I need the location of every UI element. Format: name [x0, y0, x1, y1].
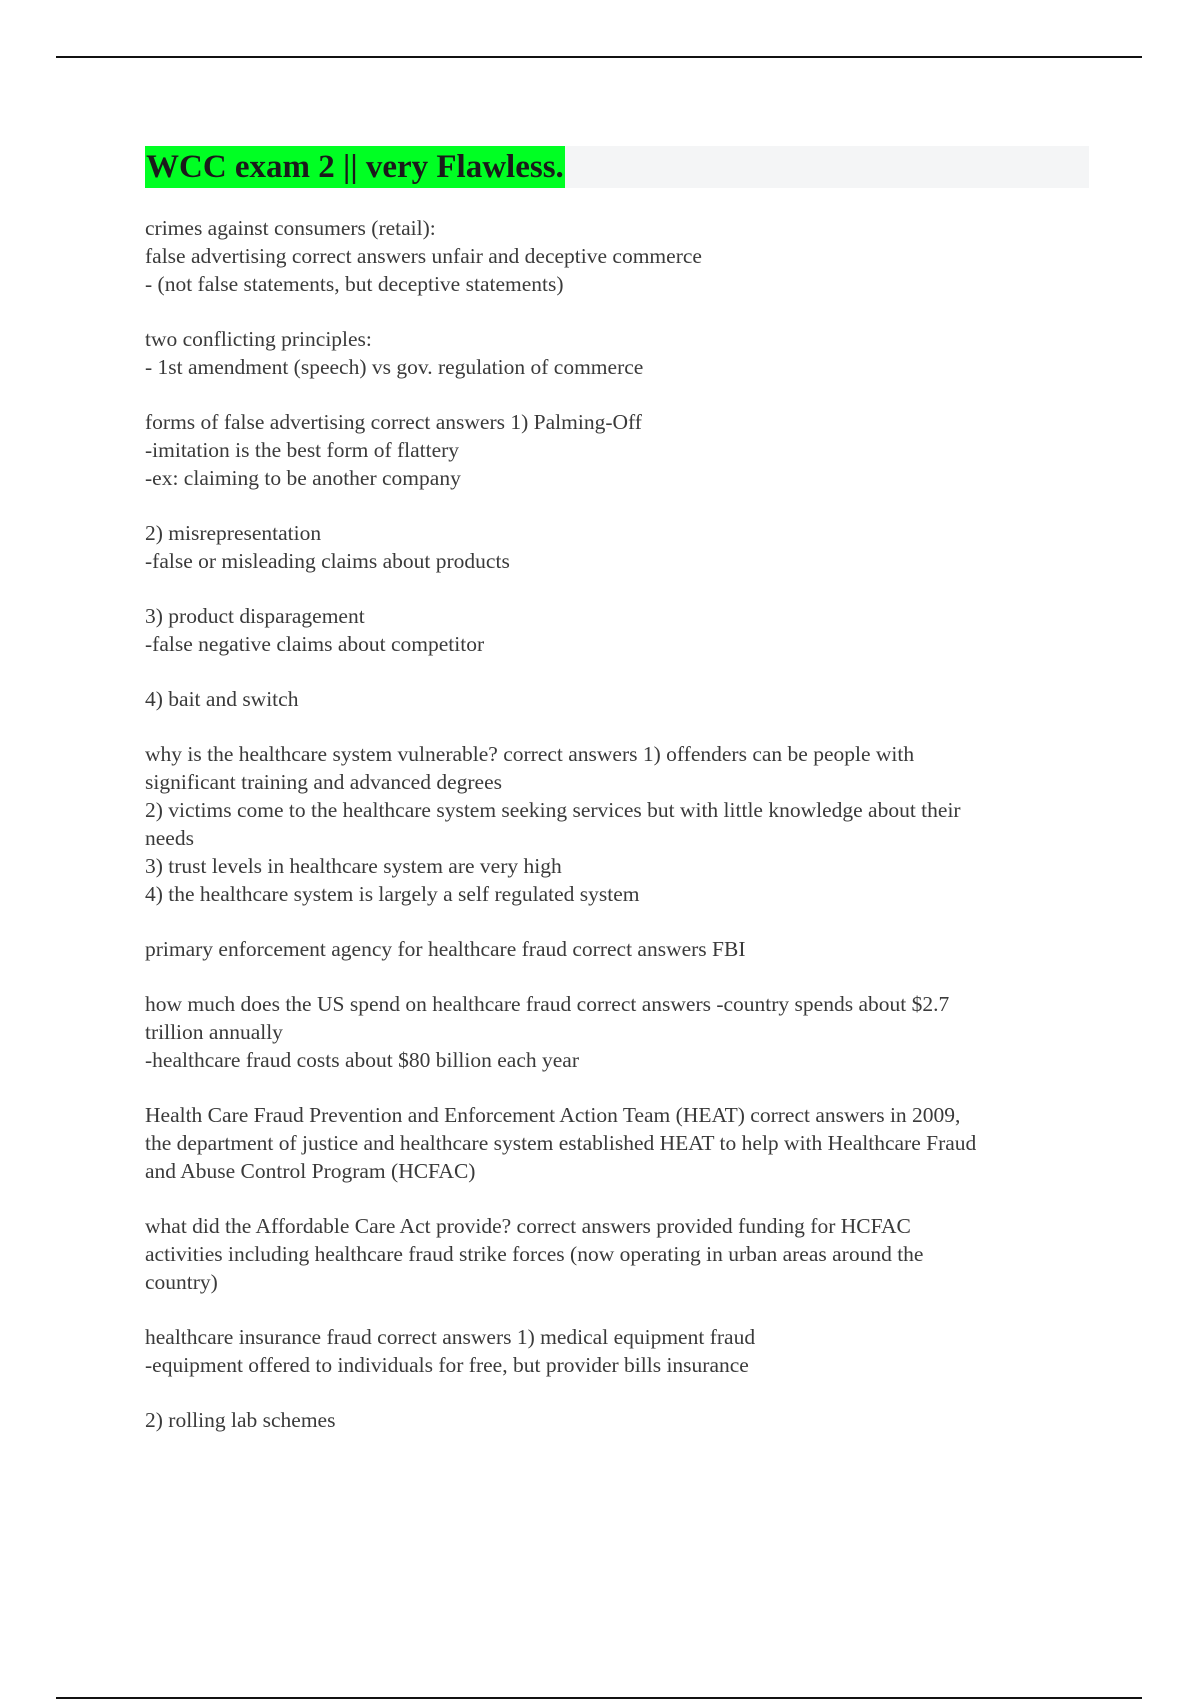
paragraph — [145, 519, 1090, 575]
paragraph — [145, 325, 1090, 381]
text-line: primary enforcement agency for healthcare fraud correct answers FBI — [145, 937, 746, 961]
text-line: - 1st amendment (speech) vs gov. regulation of commerce — [145, 355, 644, 379]
text-line: Health Care Fraud Prevention and Enforcement Action Team (HEAT) correct answers in 2009, — [145, 1103, 961, 1127]
document-body — [145, 214, 1090, 1461]
text-line: 3) trust levels in healthcare system are very high — [145, 854, 562, 878]
text-line: 2) victims come to the healthcare system seeking services but with little knowledge about their — [145, 798, 961, 822]
text-line: false advertising correct answers unfair and deceptive commerce — [145, 244, 702, 268]
paragraph — [145, 990, 1090, 1074]
paragraph — [145, 935, 1090, 963]
text-line: what did the Affordable Care Act provide? correct answers provided funding for HCFAC — [145, 1214, 911, 1238]
text-line: how much does the US spend on healthcare fraud correct answers -country spends about $2.7 — [145, 992, 950, 1016]
text-line: 4) the healthcare system is largely a self regulated system — [145, 882, 640, 906]
paragraph — [145, 740, 1090, 908]
text-line: country) — [145, 1270, 218, 1294]
text-line: two conflicting principles: — [145, 327, 372, 351]
document-title: WCC exam 2 || very Flawless. — [145, 146, 565, 188]
paragraph — [145, 1101, 1090, 1185]
text-line: -equipment offered to individuals for free, but provider bills insurance — [145, 1353, 749, 1377]
text-line: and Abuse Control Program (HCFAC) — [145, 1159, 476, 1183]
text-line: -false negative claims about competitor — [145, 632, 485, 656]
text-line: the department of justice and healthcare system established HEAT to help with Healthcare Fraud — [145, 1131, 977, 1155]
text-line: -healthcare fraud costs about $80 billion each year — [145, 1048, 579, 1072]
title-bar — [145, 146, 1089, 188]
text-line: 2) misrepresentation — [145, 521, 322, 545]
top-divider — [56, 56, 1142, 58]
text-line: 3) product disparagement — [145, 604, 365, 628]
paragraph — [145, 1323, 1090, 1379]
text-line: forms of false advertising correct answers 1) Palming-Off — [145, 410, 642, 434]
paragraph — [145, 1212, 1090, 1296]
text-line: -imitation is the best form of flattery — [145, 438, 460, 462]
text-line: significant training and advanced degrees — [145, 770, 502, 794]
text-line: 4) bait and switch — [145, 687, 299, 711]
text-line: - (not false statements, but deceptive statements) — [145, 272, 564, 296]
paragraph — [145, 214, 1090, 298]
text-line: trillion annually — [145, 1020, 283, 1044]
paragraph — [145, 408, 1090, 492]
paragraph — [145, 685, 1090, 713]
text-line: -ex: claiming to be another company — [145, 466, 461, 490]
paragraph — [145, 602, 1090, 658]
paragraph — [145, 1406, 1090, 1434]
text-line: crimes against consumers (retail): — [145, 216, 436, 240]
text-line: -false or misleading claims about products — [145, 549, 510, 573]
text-line: why is the healthcare system vulnerable? correct answers 1) offenders can be people with — [145, 742, 915, 766]
text-line: healthcare insurance fraud correct answers 1) medical equipment fraud — [145, 1325, 756, 1349]
text-line: 2) rolling lab schemes — [145, 1408, 336, 1432]
text-line: needs — [145, 826, 194, 850]
bottom-divider — [56, 1697, 1142, 1699]
text-line: activities including healthcare fraud strike forces (now operating in urban areas around the — [145, 1242, 924, 1266]
